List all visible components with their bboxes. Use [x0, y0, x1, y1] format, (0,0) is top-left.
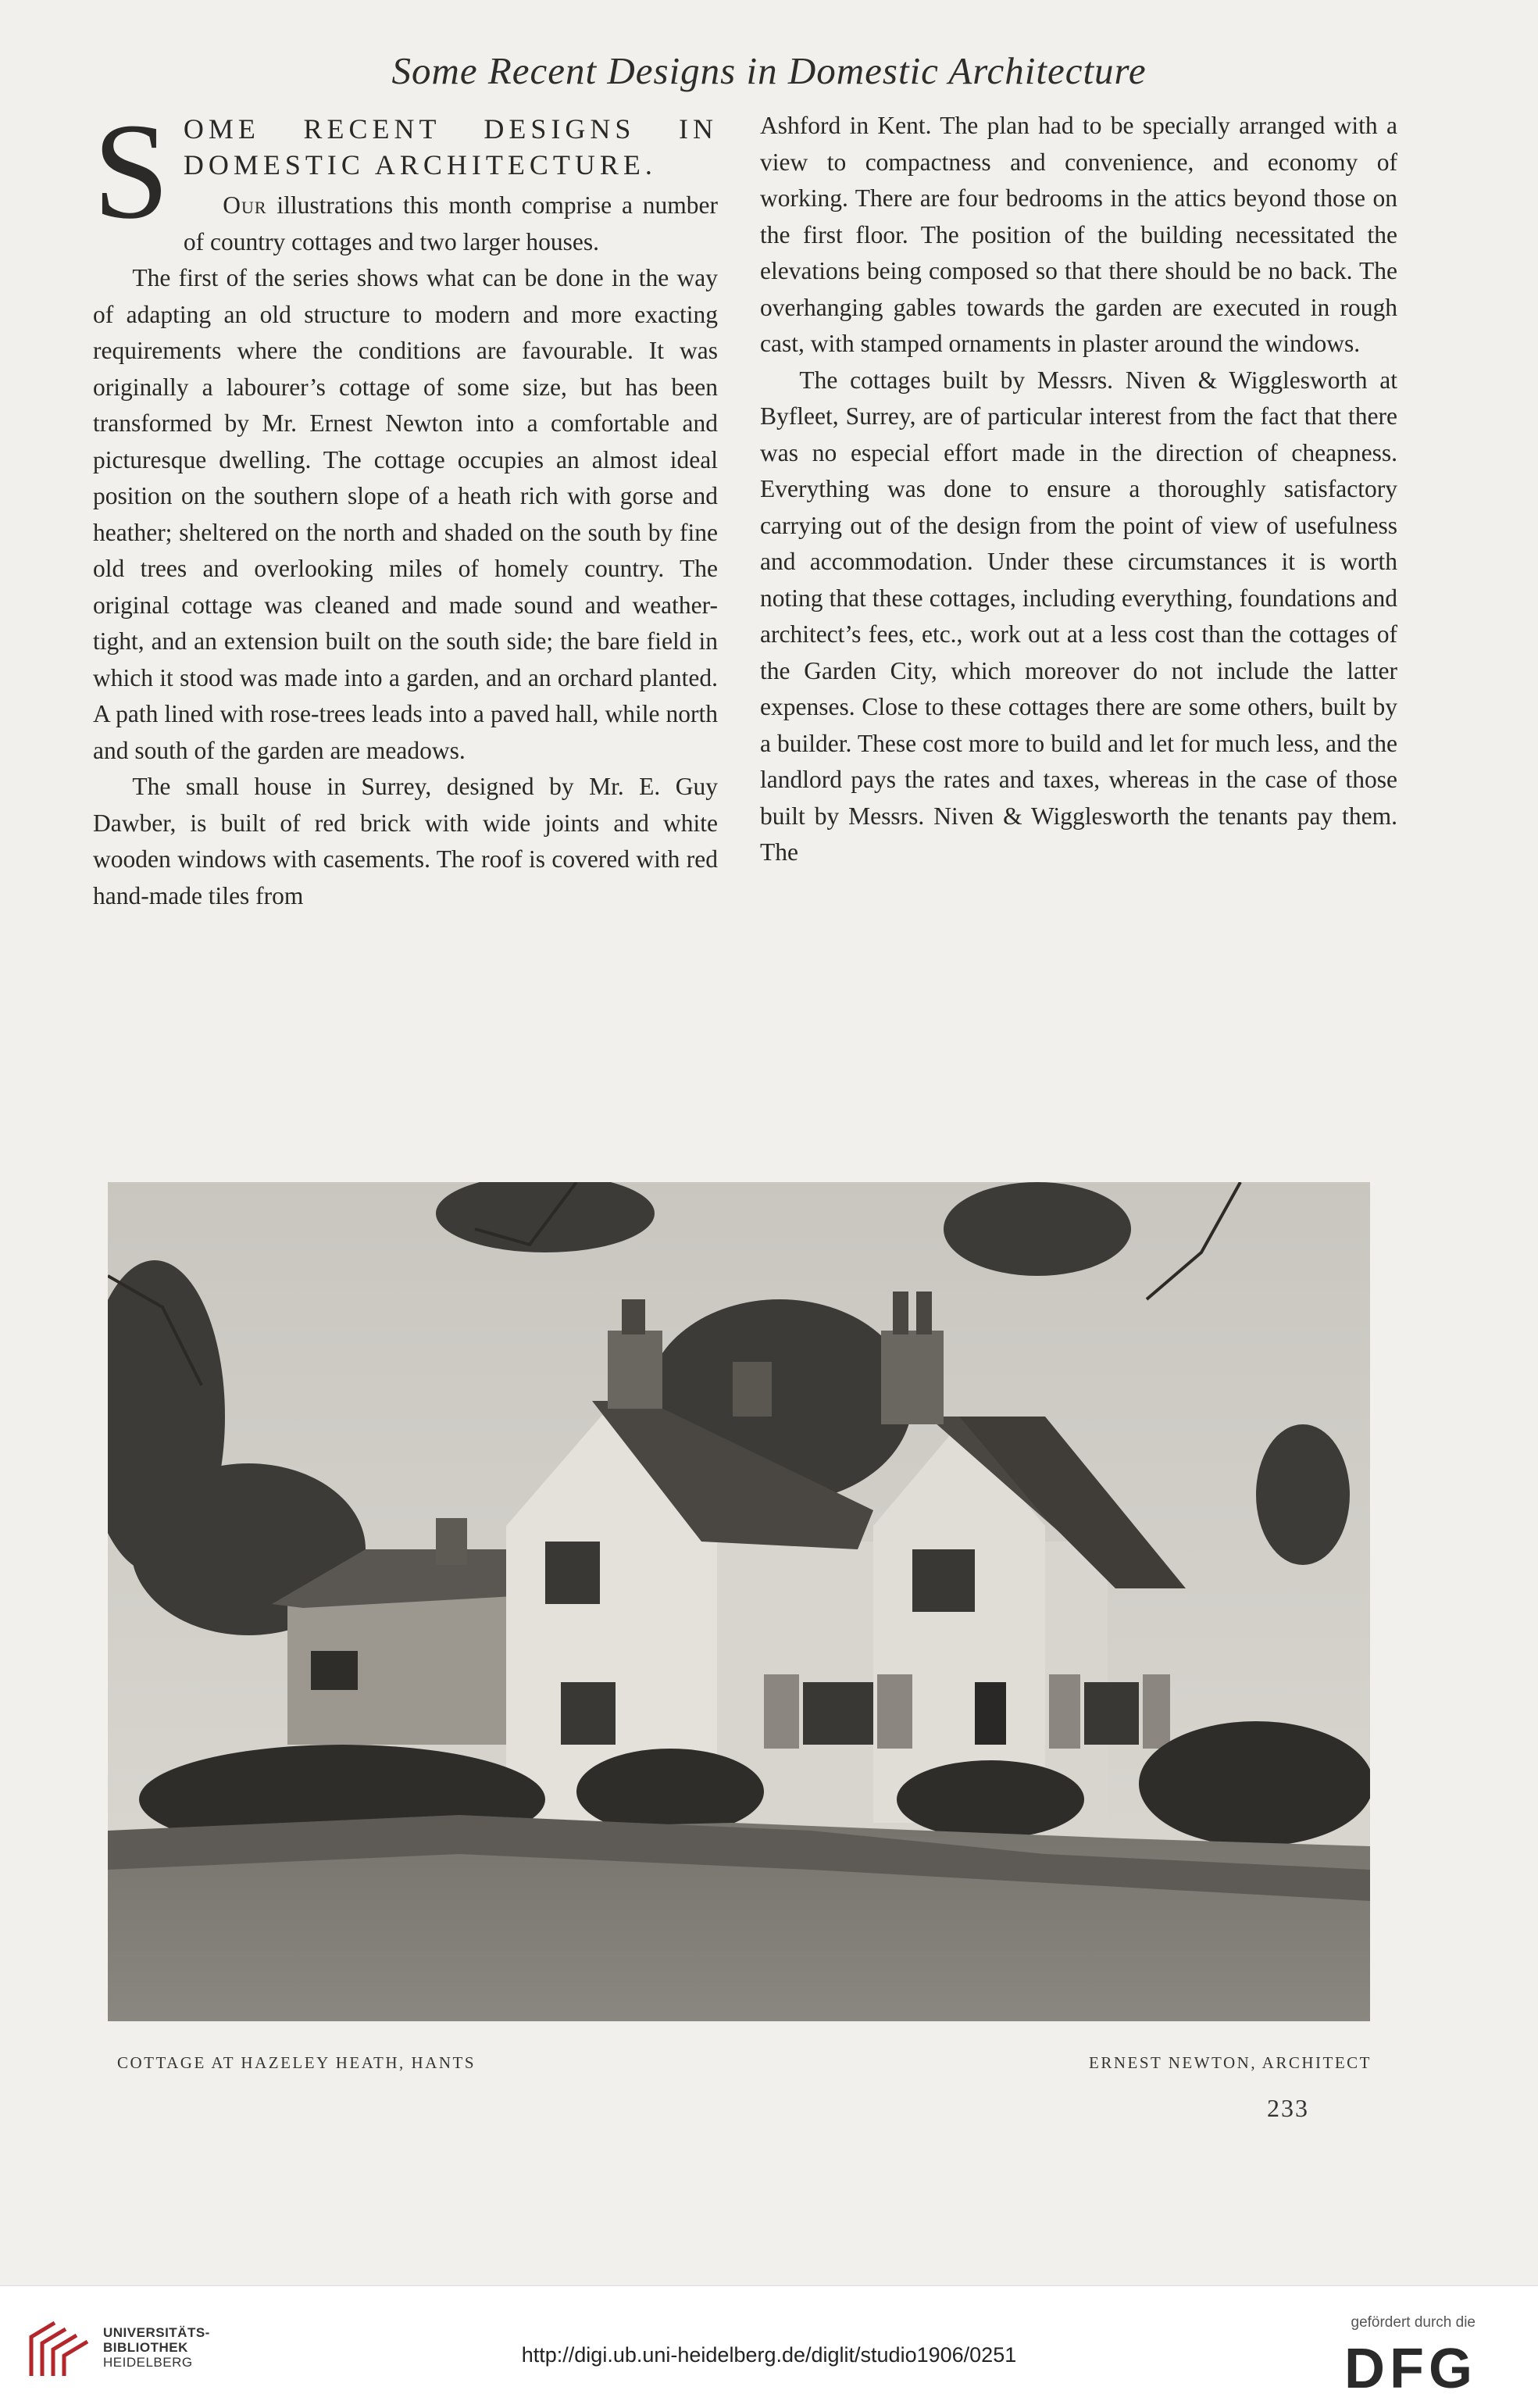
left-column: [93, 95, 718, 914]
article-headline: OME RECENT DESIGNS IN DOMESTIC ARCHITECTURE.: [183, 113, 718, 180]
library-name-line1: UNIVERSITÄTS-: [103, 2325, 210, 2340]
figure-caption-architect: ERNEST NEWTON, ARCHITECT: [1089, 2053, 1372, 2072]
cottage-illustration: [108, 1182, 1370, 2021]
library-name-line3: HEIDELBERG: [103, 2355, 193, 2370]
lead-word: Our: [223, 191, 267, 219]
funded-by-label: gefördert durch die: [1351, 2314, 1476, 2331]
drop-cap: S: [93, 95, 170, 248]
permalink-url[interactable]: http://digi.ub.uni-heidelberg.de/diglit/studio1906/0251: [521, 2343, 1017, 2367]
right-column: [760, 108, 1397, 871]
digitization-footer: [0, 2285, 1538, 2408]
page-number: 233: [1267, 2094, 1309, 2122]
paragraph-intro: [93, 188, 718, 260]
paragraph-hazeley: The first of the series shows what can be done in the way of adapting an old structure to modern and more exacting requirements where the conditions are favourable. It was originally a labourer’s cottage of some size, but has been transformed by Mr. Ernest Newton into a comfortable and picturesque dwelling. The cottage occupies an almost ideal position on the southern slope of a heath rich with gorse and heather; sheltered on the north and shaded on the south by fine old trees and overlooking miles of homely country. The original cottage was cleaned and made sound and weather-tight, and an extension built on the south side; the bare field in which it stood was made into a garden, and an orchard planted. A path lined with rose-trees leads into a paved hall, while north and south of the garden are meadows.: [93, 264, 718, 764]
cottage-photograph: [108, 1182, 1370, 2021]
dfg-logo: DFG: [1344, 2338, 1477, 2400]
paragraph-byfleet: The cottages built by Messrs. Niven & Wigglesworth at Byfleet, Surrey, are of particular interest from the fact that there was no especial effort made in the direction of cheapness. Everything was done to ensure a thoroughly satisfactory carrying out of the design from the point of view of usefulness and accommodation. Under these circumstances it is worth noting that these cottages, including everything, foundations and architect’s fees, etc., work out at a less cost than the cottages of the Garden City, which moreover do not include the latter expenses. Close to these cottages there are some others, built by a builder. These cost more to build and let for much less, and the landlord pays the rates and taxes, whereas in the case of those built by Messrs. Niven & Wigglesworth the tenants pay them. The: [760, 366, 1397, 866]
paragraph-ashford: Ashford in Kent. The plan had to be specially arranged with a view to compactness and convenience, and economy of working. There are four bedrooms in the attics beyond those on the first floor. The position of the building necessitated the elevations being composed so that there should be no back. The overhanging gables towards the garden are executed in rough cast, with stamped ornaments in plaster around the windows.: [760, 112, 1397, 357]
paragraph-intro-text: illustrations this month comprise a number of country cottages and two larger houses.: [183, 191, 718, 255]
figure-caption-title: COTTAGE AT HAZELEY HEATH, HANTS: [117, 2053, 476, 2072]
library-name-line2: BIBLIOTHEK: [103, 2340, 188, 2355]
paragraph-surrey: The small house in Surrey, designed by Mr. E. Guy Dawber, is built of red brick with wide joints and white wooden windows with casements. The roof is covered with red hand-made tiles from: [93, 773, 718, 909]
running-title: Some Recent Designs in Domestic Architecture: [391, 49, 1147, 92]
